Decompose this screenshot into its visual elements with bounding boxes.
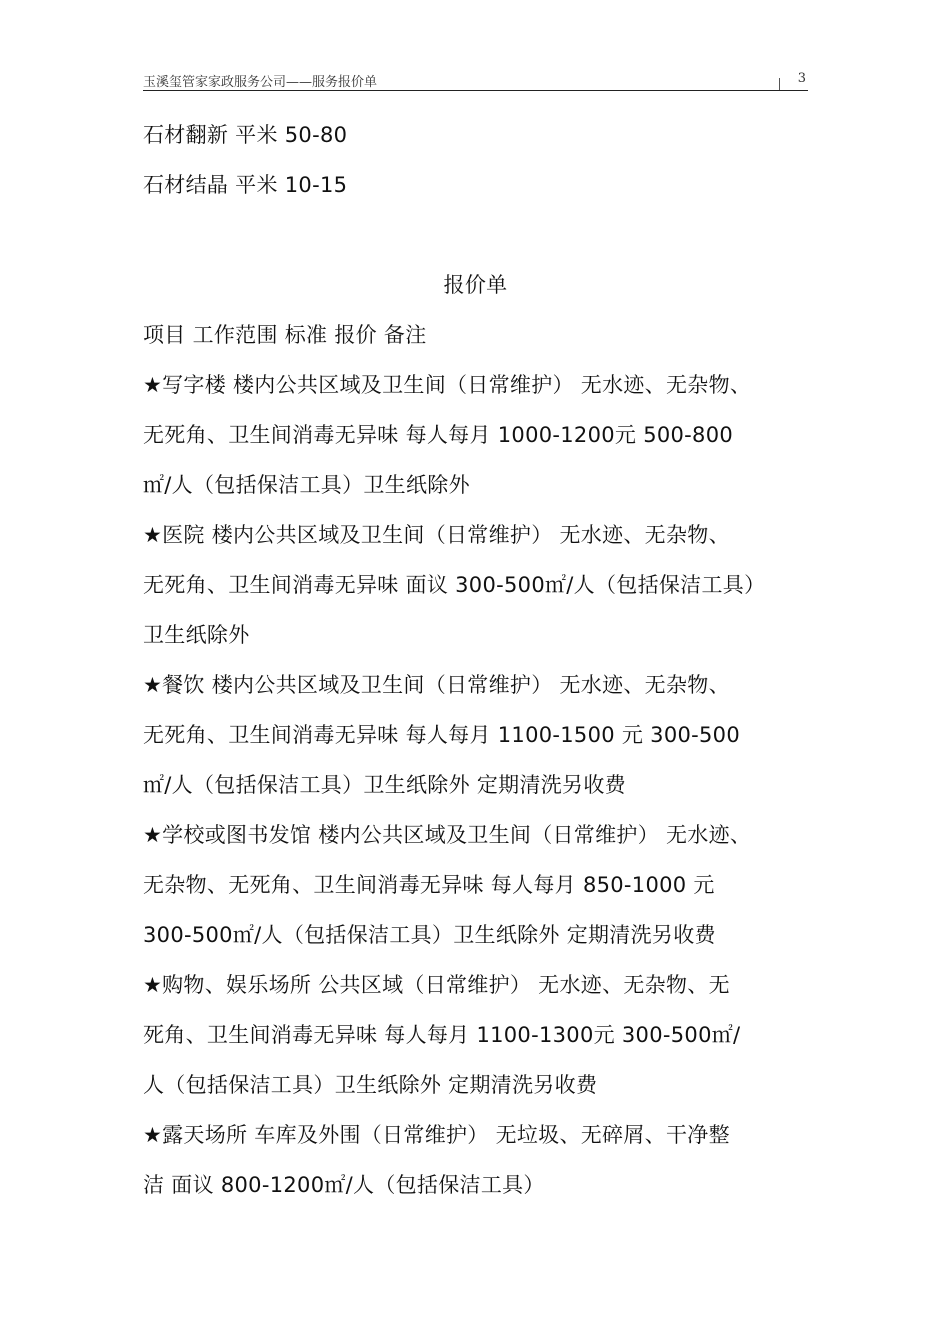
text-line: ★餐饮 楼内公共区域及卫生间（日常维护） 无水迹、无杂物、 (143, 673, 730, 697)
text-line: ★购物、娱乐场所 公共区域（日常维护） 无水迹、无杂物、无 (143, 973, 730, 997)
text-line: ㎡/人（包括保洁工具）卫生纸除外 定期清洗另收费 (143, 773, 626, 797)
header-company: 玉溪玺管家家政服务公司——服务报价单 (143, 75, 378, 90)
page-header (143, 66, 808, 91)
header-separator (779, 78, 780, 90)
text-line: ★露天场所 车库及外围（日常维护） 无垃圾、无碎屑、干净整 (143, 1123, 730, 1147)
text-line: 石材翻新 平米 50-80 (143, 123, 348, 147)
text-line: ★学校或图书发馆 楼内公共区域及卫生间（日常维护） 无水迹、 (143, 823, 752, 847)
text-line: 石材结晶 平米 10-15 (143, 173, 348, 197)
text-line: 300-500㎡/人（包括保洁工具）卫生纸除外 定期清洗另收费 (143, 923, 716, 947)
text-line: 洁 面议 800-1200㎡/人（包括保洁工具） (143, 1173, 545, 1197)
text-line: 无死角、卫生间消毒无异味 每人每月 1000-1200元 500-800 (143, 423, 734, 447)
text-line: ㎡/人（包括保洁工具）卫生纸除外 (143, 473, 470, 497)
quote-title: 报价单 (443, 273, 508, 297)
blank-line (143, 210, 813, 260)
table-header-line: 项目 工作范围 标准 报价 备注 (143, 323, 427, 347)
page-number: 3 (797, 71, 806, 86)
text-line: ★写字楼 楼内公共区域及卫生间（日常维护） 无水迹、无杂物、 (143, 373, 752, 397)
text-line: 无死角、卫生间消毒无异味 每人每月 1100-1500 元 300-500 (143, 723, 741, 747)
document-body (143, 110, 813, 1210)
text-line: 人（包括保洁工具）卫生纸除外 定期清洗另收费 (143, 1073, 598, 1097)
text-line: 无杂物、无死角、卫生间消毒无异味 每人每月 850-1000 元 (143, 873, 715, 897)
text-line: 无死角、卫生间消毒无异味 面议 300-500㎡/人（包括保洁工具） (143, 573, 766, 597)
text-line: 卫生纸除外 (143, 623, 250, 647)
text-line: 死角、卫生间消毒无异味 每人每月 1100-1300元 300-500㎡/ (143, 1023, 741, 1047)
text-line: ★医院 楼内公共区域及卫生间（日常维护） 无水迹、无杂物、 (143, 523, 730, 547)
